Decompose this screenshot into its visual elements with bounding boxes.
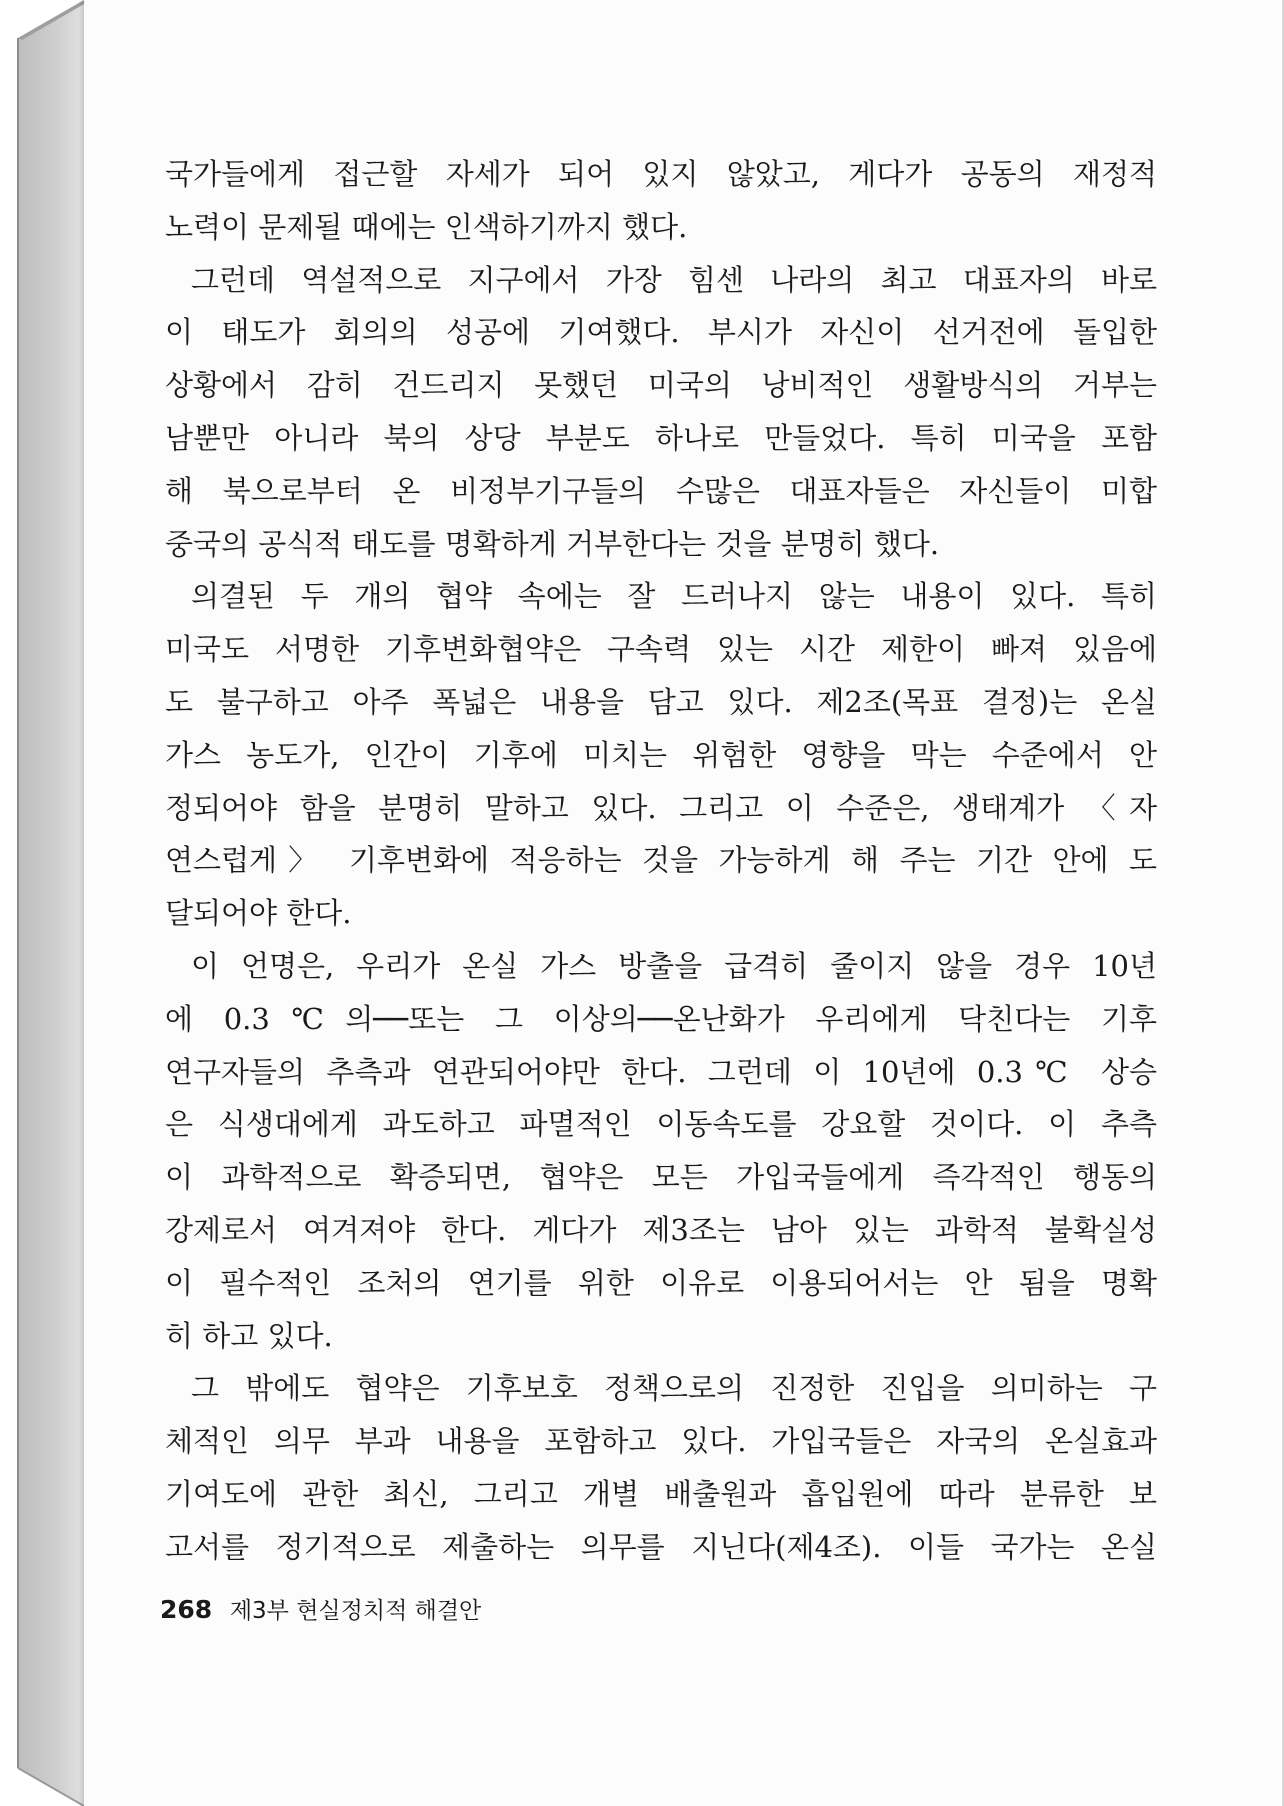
text-line: 국가들에게 접근할 자세가 되어 있지 않았고, 게다가 공동의 재정적 [165, 157, 1157, 191]
text-line: 기여도에 관한 최신, 그리고 개별 배출원과 흡입원에 따라 분류한 보 [165, 1476, 1157, 1511]
book-spine-graphic [0, 0, 90, 1806]
text-line: 체적인 의무 부과 내용을 포함하고 있다. 가입국들은 자국의 온실효과 [165, 1424, 1157, 1459]
text-line: 이 태도가 회의의 성공에 기여했다. 부시가 자신이 선거전에 돌입한 [165, 315, 1157, 350]
text-line: 중국의 공식적 태도를 명확하게 거부한다는 것을 분명히 했다. [165, 526, 940, 561]
text-line: 이 과학적으로 확증되면, 협약은 모든 가입국들에게 즉각적인 행동의 [165, 1160, 1157, 1195]
text-line: 달되어야 한다. [165, 896, 352, 931]
text-line: 에 0.3℃의──또는 그 이상의──온난화가 우리에게 닥친다는 기후 [165, 1001, 1157, 1036]
text-line: 노력이 문제될 때에는 인색하기까지 했다. [165, 209, 688, 244]
text-line: 가스 농도가, 인간이 기후에 미치는 위험한 영향을 막는 수준에서 안 [165, 737, 1157, 772]
text-line: 정되어야 함을 분명히 말하고 있다. 그리고 이 수준은, 생태계가 〈자 [165, 790, 1157, 825]
text-line: 그 밖에도 협약은 기후보호 정책으로의 진정한 진입을 의미하는 구 [191, 1371, 1157, 1406]
page-number: 268 [160, 1595, 213, 1624]
text-line: 강제로서 여겨져야 한다. 게다가 제3조는 남아 있는 과학적 불확실성 [165, 1212, 1157, 1247]
text-line: 히 하고 있다. [165, 1318, 333, 1353]
text-line: 연스럽게〉 기후변화에 적응하는 것을 가능하게 해 주는 기간 안에 도 [165, 843, 1157, 878]
text-line: 연구자들의 추측과 연관되어야만 한다. 그런데 이 10년에 0.3℃ 상승 [165, 1054, 1157, 1089]
book-spine [0, 0, 90, 1806]
text-line: 그런데 역설적으로 지구에서 가장 힘센 나라의 최고 대표자의 바로 [191, 262, 1157, 297]
body-text [165, 148, 1157, 1574]
text-line: 의결된 두 개의 협약 속에는 잘 드러나지 않는 내용이 있다. 특히 [191, 579, 1157, 614]
running-head: 제3부 현실정치적 해결안 [229, 1598, 482, 1624]
text-line: 미국도 서명한 기후변화협약은 구속력 있는 시간 제한이 빠져 있음에 [165, 632, 1157, 667]
text-line: 해 북으로부터 온 비정부기구들의 수많은 대표자들은 자신들이 미합 [165, 473, 1157, 508]
text-line: 이 언명은, 우리가 온실 가스 방출을 급격히 줄이지 않을 경우 10년 [191, 948, 1157, 983]
page-footer [160, 1592, 481, 1625]
text-line: 이 필수적인 조처의 연기를 위한 이유로 이용되어서는 안 됨을 명확 [165, 1265, 1157, 1300]
text-line: 은 식생대에게 과도하고 파멸적인 이동속도를 강요할 것이다. 이 추측 [165, 1107, 1157, 1142]
text-line: 도 불구하고 아주 폭넓은 내용을 담고 있다. 제2조(목표 결정)는 온실 [165, 684, 1157, 719]
text-line: 고서를 정기적으로 제출하는 의무를 지닌다(제4조). 이들 국가는 온실 [165, 1529, 1157, 1564]
text-line: 상황에서 감히 건드리지 못했던 미국의 낭비적인 생활방식의 거부는 [165, 368, 1157, 403]
text-line: 남뿐만 아니라 북의 상당 부분도 하나로 만들었다. 특히 미국을 포함 [165, 420, 1157, 455]
